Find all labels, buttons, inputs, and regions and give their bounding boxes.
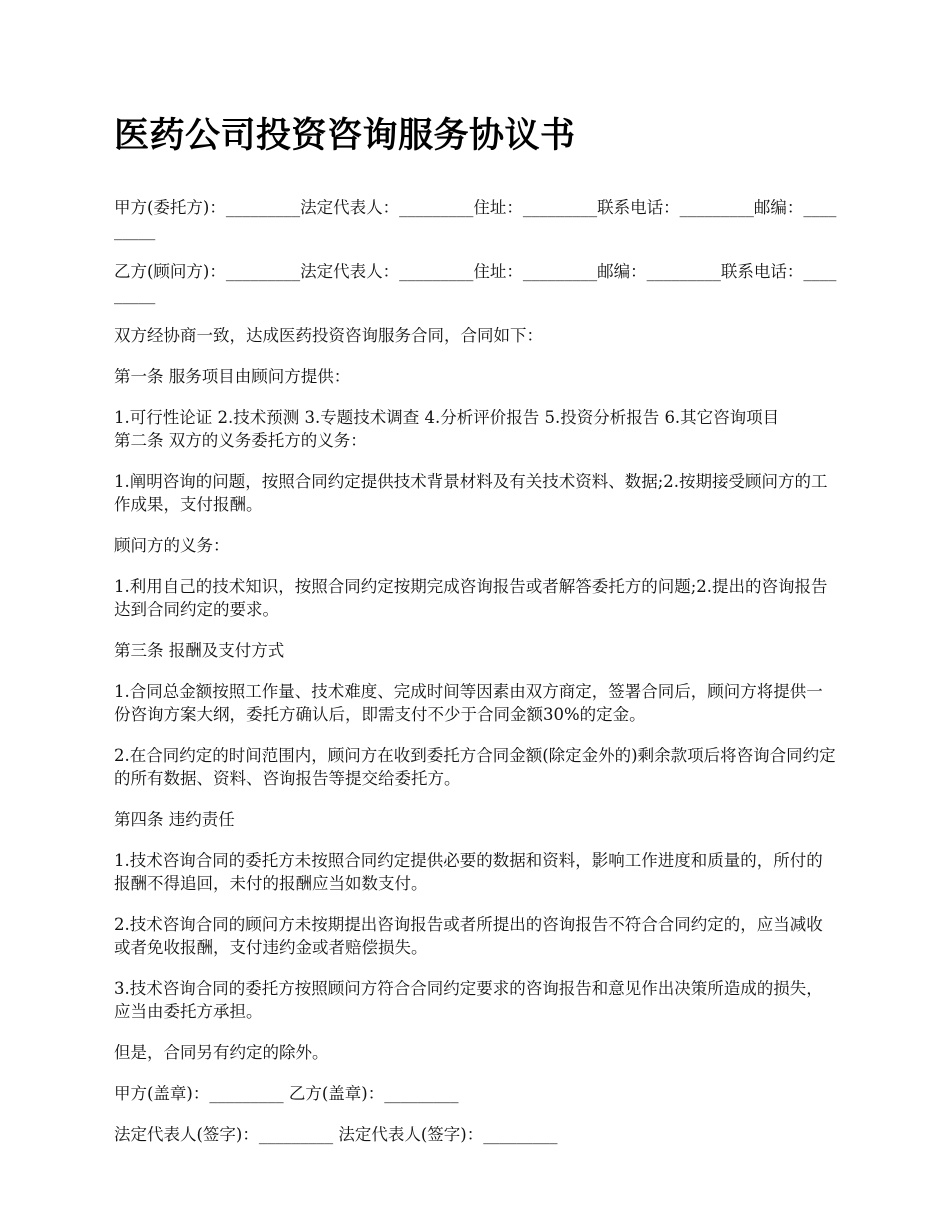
signature-line: 法定代表人(签字)：_________ 法定代表人(签字)：_________	[114, 1125, 558, 1144]
party-b-info: 乙方(顾问方)：_________法定代表人：_________住址：_________邮编：_________联系电话：_________	[114, 262, 837, 304]
liability-clause-2: 2.技术咨询合同的顾问方未按期提出咨询报告或者所提出的咨询报告不符合合同约定的，应当减收或者免收报酬，支付违约金或者赔偿损失。	[114, 915, 823, 957]
article-2-heading: 第二条 双方的义务委托方的义务：	[114, 431, 367, 450]
payment-clause-1: 1.合同总金额按照工作量、技术难度、完成时间等因素由双方商定，签署合同后，顾问方将提供一份咨询方案大纲，委托方确认后，即需支付不少于合同金额30%的定金。	[114, 682, 823, 724]
article-3-heading: 第三条 报酬及支付方式	[114, 641, 285, 660]
consultant-obligations-heading: 顾问方的义务：	[114, 536, 230, 555]
document-page	[114, 110, 839, 1164]
liability-clause-3: 3.技术咨询合同的委托方按照顾问方符合合同约定要求的咨询报告和意见作出决策所造成的损失，应当由委托方承担。	[114, 979, 823, 1021]
exception-note: 但是，合同另有约定的除外。	[114, 1043, 329, 1062]
client-obligations: 1.阐明咨询的问题，按照合同约定提供技术背景材料及有关技术资料、数据;2.按期接受顾问方的工作成果，支付报酬。	[114, 472, 828, 514]
liability-clause-1: 1.技术咨询合同的委托方未按照合同约定提供必要的数据和资料，影响工作进度和质量的，所付的报酬不得追回，未付的报酬应当如数支付。	[114, 851, 823, 893]
contract-intro: 双方经协商一致，达成医药投资咨询服务合同，合同如下：	[114, 326, 543, 345]
article-1-heading: 第一条 服务项目由顾问方提供：	[114, 367, 351, 386]
party-a-info: 甲方(委托方)：_________法定代表人：_________住址：_________联系电话：_________邮编：_________	[114, 198, 837, 240]
article-1-items: 1.可行性论证 2.技术预测 3.专题技术调查 4.分析评价报告 5.投资分析报告 6.其它咨询项目	[114, 408, 780, 427]
document-title: 医药公司投资咨询服务协议书	[114, 116, 576, 156]
payment-clause-2: 2.在合同约定的时间范围内，顾问方在收到委托方合同金额(除定金外的)剩余款项后将咨询合同约定的所有数据、资料、咨询报告等提交给委托方。	[114, 746, 836, 788]
consultant-obligations: 1.利用自己的技术知识，按照合同约定按期完成咨询报告或者解答委托方的问题;2.提出的咨询报告达到合同约定的要求。	[114, 577, 828, 619]
seal-line: 甲方(盖章)：_________ 乙方(盖章)：_________	[114, 1084, 459, 1103]
article-4-heading: 第四条 违约责任	[114, 810, 235, 829]
